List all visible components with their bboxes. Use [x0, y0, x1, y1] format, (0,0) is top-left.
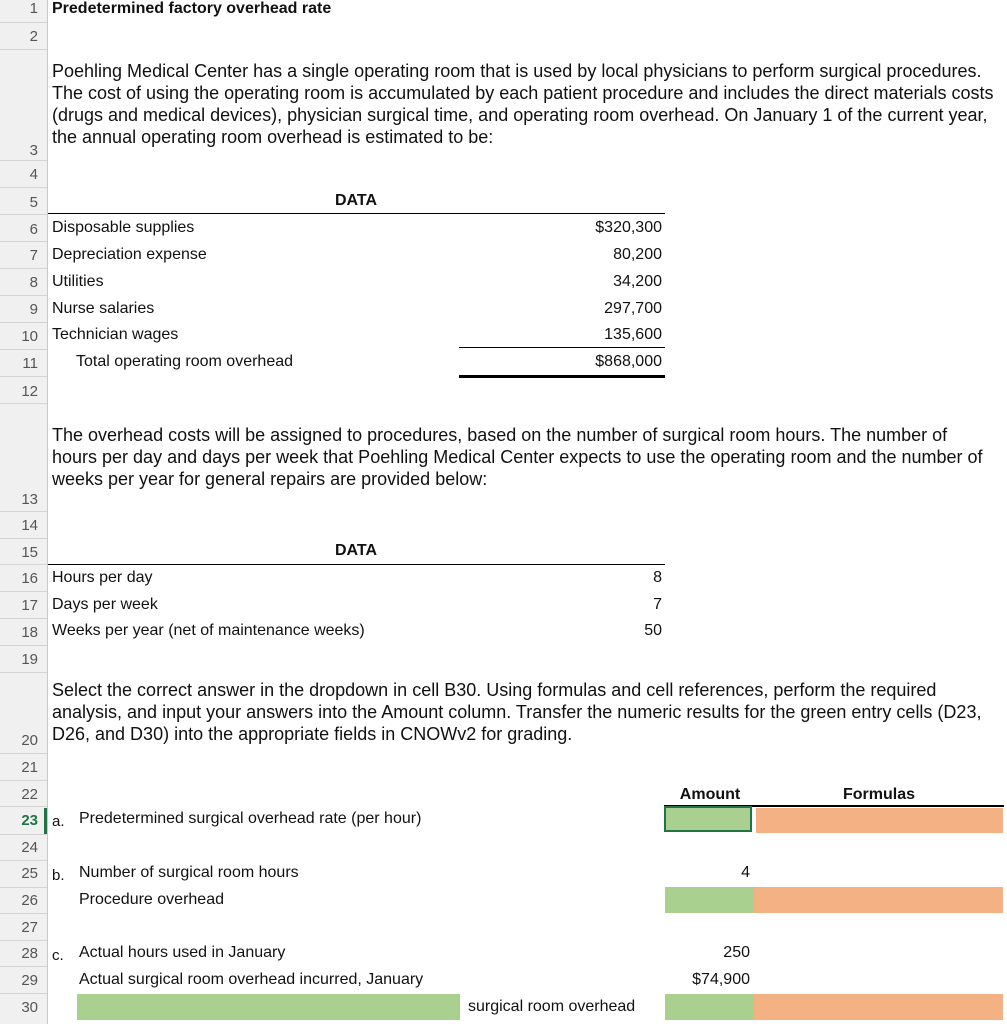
part-c-actual-hours-label[interactable]: Actual hours used in January — [79, 944, 286, 961]
overhead-item-value[interactable]: 135,600 — [604, 326, 662, 343]
row-divider — [0, 349, 47, 350]
overhead-item-value[interactable]: 34,200 — [613, 273, 662, 290]
part-c-actual-hours-value[interactable]: 250 — [723, 944, 750, 961]
hours-table-top-rule — [48, 564, 665, 565]
row-number[interactable]: 14 — [21, 517, 38, 534]
row-number[interactable]: 4 — [29, 166, 38, 183]
row-divider — [0, 753, 47, 754]
row-number[interactable]: 1 — [29, 0, 38, 17]
row-divider — [0, 780, 47, 781]
row-number[interactable]: 7 — [29, 247, 38, 264]
row-divider — [0, 591, 47, 592]
row-divider — [0, 511, 47, 512]
row-number[interactable]: 30 — [21, 999, 38, 1016]
row-number[interactable]: 24 — [21, 839, 38, 856]
row-divider — [0, 538, 47, 539]
overhead-table-header[interactable]: DATA — [335, 192, 378, 209]
row-divider — [0, 618, 47, 619]
row-number[interactable]: 29 — [21, 972, 38, 989]
row-number[interactable]: 13 — [21, 491, 38, 508]
rate-amount-input[interactable] — [664, 806, 752, 832]
hours-item-value[interactable]: 8 — [653, 569, 662, 586]
row-number[interactable]: 15 — [21, 544, 38, 561]
row-divider — [0, 966, 47, 967]
procedure-overhead-input[interactable] — [665, 887, 754, 913]
row-divider — [0, 806, 47, 807]
row-divider — [0, 887, 47, 888]
sheet-title[interactable]: Predetermined factory overhead rate — [52, 0, 332, 17]
row-number[interactable]: 28 — [21, 945, 38, 962]
row-divider — [0, 672, 47, 673]
row-number[interactable]: 6 — [29, 221, 38, 238]
part-c-actual-overhead-value[interactable]: $74,900 — [692, 971, 750, 988]
row-number[interactable]: 3 — [29, 142, 38, 159]
row-divider — [0, 564, 47, 565]
row-number[interactable]: 2 — [29, 28, 38, 45]
row-number[interactable]: 22 — [21, 786, 38, 803]
amount-column-header[interactable]: Amount — [679, 786, 741, 803]
overhead-subtotal-rule — [459, 347, 665, 348]
overhead-total-rule — [459, 375, 665, 378]
row-divider — [0, 376, 47, 377]
row-number[interactable]: 19 — [21, 651, 38, 668]
row-divider — [0, 241, 47, 242]
row-divider — [0, 322, 47, 323]
row-divider — [0, 860, 47, 861]
row-number[interactable]: 12 — [21, 383, 38, 400]
overhead-item-value[interactable]: 80,200 — [613, 246, 662, 263]
row-number[interactable]: 20 — [21, 732, 38, 749]
part-c-letter: c. — [52, 947, 64, 964]
row-number[interactable]: 18 — [21, 624, 38, 641]
hours-item-value[interactable]: 7 — [653, 596, 662, 613]
row-number[interactable]: 16 — [21, 570, 38, 587]
row-divider — [0, 49, 47, 50]
part-a-letter: a. — [52, 813, 65, 830]
row-divider — [0, 940, 47, 941]
row-number[interactable]: 17 — [21, 597, 38, 614]
intro-paragraph[interactable]: Poehling Medical Center has a single operating room that is used by local physicians to perform surgical procedures. The cost of using the operating room is accumulated by each patient procedure and includes the direct materials costs (drugs and medical devices), physician surgical time, and operating room overhead. On January 1 of the current year, the annual operating room overhead is estimated to be: — [52, 61, 994, 147]
over-under-applied-dropdown[interactable] — [77, 994, 460, 1020]
instructions-paragraph[interactable]: Select the correct answer in the dropdown in cell B30. Using formulas and cell references, perform the required analysis, and input your answers into the Amount column. Transfer the numeric results for the green entry cells (D23, D26, and D30) into the appropriate fields in CNOWv2 for grading. — [52, 680, 982, 744]
hours-table-header[interactable]: DATA — [335, 542, 378, 559]
row-divider — [0, 403, 47, 404]
row-number[interactable]: 21 — [21, 759, 38, 776]
procedure-overhead-formula-cell[interactable] — [754, 887, 1003, 913]
row-divider — [0, 913, 47, 914]
assignment-paragraph[interactable]: The overhead costs will be assigned to procedures, based on the number of surgical room hours. The number of hours per day and days per week that Poehling Medical Center expects to use the operating room and the number of weeks per year for general repairs are provided below: — [52, 425, 983, 489]
overhead-item-label[interactable]: Technician wages — [52, 326, 179, 343]
row-divider — [0, 268, 47, 269]
hours-item-label[interactable]: Days per week — [52, 596, 158, 613]
part-b-hours-label[interactable]: Number of surgical room hours — [79, 864, 299, 881]
row-number[interactable]: 25 — [21, 865, 38, 882]
row-divider — [0, 645, 47, 646]
part-c-actual-overhead-label[interactable]: Actual surgical room overhead incurred, January — [79, 971, 424, 988]
part-b-letter: b. — [52, 867, 65, 884]
overhead-item-label[interactable]: Depreciation expense — [52, 246, 207, 263]
row-divider — [0, 187, 47, 188]
part-b-hours-value[interactable]: 4 — [741, 864, 750, 881]
row-number[interactable]: 8 — [29, 274, 38, 291]
overhead-item-value[interactable]: $320,300 — [595, 219, 662, 236]
overhead-table-top-rule — [48, 213, 665, 214]
overhead-item-label[interactable]: Utilities — [52, 273, 104, 290]
row-divider — [0, 160, 47, 161]
overhead-item-label[interactable]: Nurse salaries — [52, 300, 155, 317]
overhead-item-label[interactable]: Disposable supplies — [52, 219, 195, 236]
surgical-overhead-amount-input[interactable] — [665, 994, 754, 1020]
row-number[interactable]: 9 — [29, 301, 38, 318]
overhead-item-value[interactable]: 297,700 — [604, 300, 662, 317]
row-number[interactable]: 26 — [21, 892, 38, 909]
row-number[interactable]: 5 — [29, 194, 38, 211]
row-divider — [0, 834, 47, 835]
active-row-indicator — [44, 808, 47, 835]
row-divider — [0, 22, 47, 23]
rate-formula-cell[interactable] — [756, 808, 1003, 833]
hours-item-label[interactable]: Weeks per year (net of maintenance weeks) — [52, 622, 365, 639]
row-divider — [0, 295, 47, 296]
formulas-column-header[interactable]: Formulas — [842, 786, 915, 803]
part-a-label[interactable]: Predetermined surgical overhead rate (per hour) — [79, 810, 422, 827]
row-number[interactable]: 27 — [21, 919, 38, 936]
overhead-total-label[interactable]: Total operating room overhead — [76, 353, 294, 370]
row-divider — [0, 214, 47, 215]
row-divider — [0, 993, 47, 994]
hours-item-value[interactable]: 50 — [644, 622, 662, 639]
row-number[interactable]: 23 — [21, 812, 38, 829]
part-c-result-label[interactable]: surgical room overhead — [468, 998, 636, 1015]
row-number[interactable]: 11 — [22, 355, 38, 372]
part-b-overhead-label[interactable]: Procedure overhead — [79, 891, 224, 908]
row-number[interactable]: 10 — [21, 328, 38, 345]
surgical-overhead-formula-cell[interactable] — [754, 994, 1003, 1020]
hours-item-label[interactable]: Hours per day — [52, 569, 153, 586]
overhead-total-value[interactable]: $868,000 — [595, 353, 662, 370]
